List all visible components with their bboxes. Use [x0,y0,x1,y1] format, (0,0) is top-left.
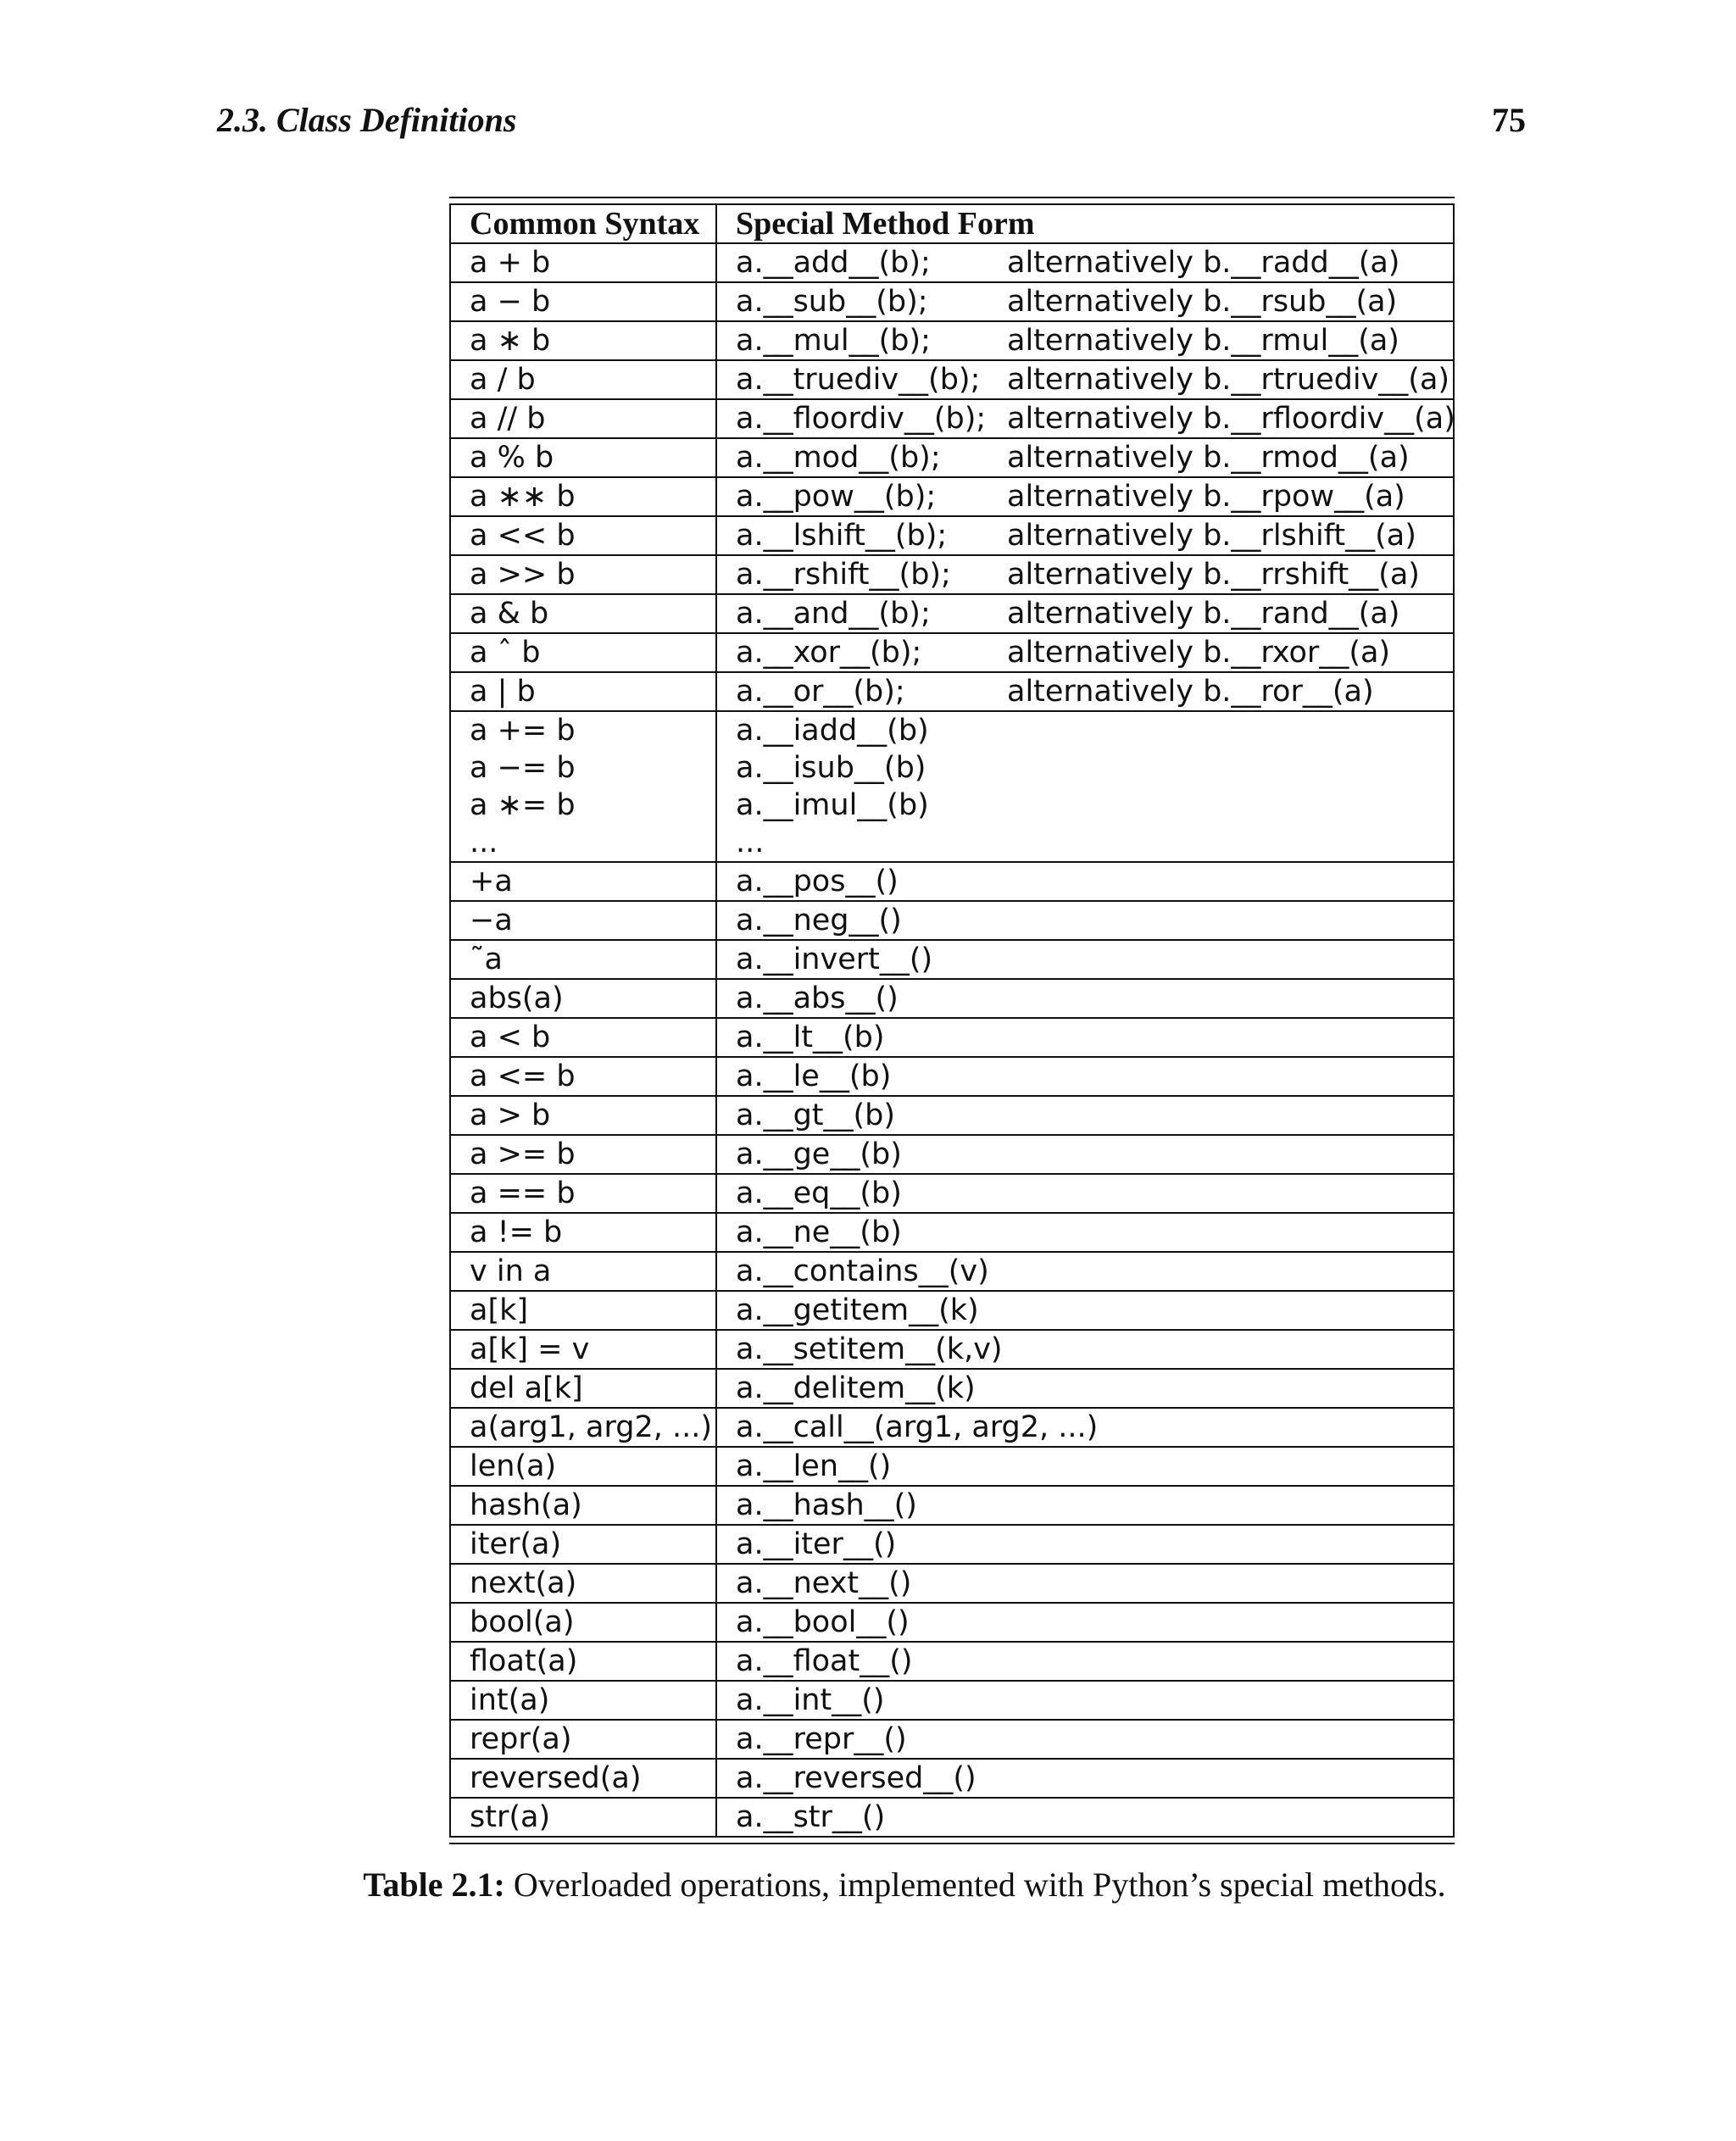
method-text: a.__floordiv__(b); [736,402,987,436]
syntax-cell: a != b [450,1213,716,1252]
syntax-cell: a // b [450,399,716,438]
method-cell [716,477,1454,516]
page-number: 75 [1492,101,1526,139]
syntax-cell: a − b [450,282,716,321]
method-cell [716,672,1454,711]
method-cell: a.__getitem__(k) [716,1291,1454,1330]
operations-table-container [449,197,1455,1844]
syntax-cell: abs(a) [450,979,716,1018]
alternative-method-text: alternatively b.__rtruediv__(a) [1007,363,1450,397]
table-row [450,516,1454,555]
syntax-cell: iter(a) [450,1525,716,1564]
method-cell: a.__eq__(b) [716,1174,1454,1213]
table-row-inplace-group [450,711,1454,862]
table-row [450,672,1454,711]
syntax-cell: v in a [450,1252,716,1291]
inplace-method-item: a.__imul__(b) [736,788,929,822]
syntax-cell: a & b [450,594,716,633]
table-row [450,1447,1454,1486]
method-cell [716,399,1454,438]
caption-text: Overloaded operations, implemented with Python’s special methods. [513,1866,1446,1904]
syntax-cell: a(arg1, arg2, ...) [450,1408,716,1447]
method-text: a.__truediv__(b); [736,363,981,397]
alternative-method-text: alternatively b.__radd__(a) [1007,246,1400,280]
running-header [217,100,1526,147]
syntax-cell: str(a) [450,1798,716,1837]
inplace-method-item: a.__isub__(b) [736,751,926,785]
method-cell: a.__str__() [716,1798,1454,1837]
inplace-syntax-item: ... [470,826,498,859]
table-row [450,1564,1454,1603]
alternative-method-text: alternatively b.__rpow__(a) [1007,480,1405,514]
table-row [450,862,1454,901]
binary-operators-body [450,243,1454,711]
syntax-cell: a == b [450,1174,716,1213]
table-row [450,1135,1454,1174]
alternative-method-text: alternatively b.__rmul__(a) [1007,324,1399,358]
syntax-cell: len(a) [450,1447,716,1486]
table-row [450,594,1454,633]
table-row [450,1018,1454,1057]
inplace-method-cell [716,711,1454,862]
method-cell: a.__len__() [716,1447,1454,1486]
syntax-cell: −a [450,901,716,940]
method-cell: a.__le__(b) [716,1057,1454,1096]
method-text: a.__mod__(b); [736,441,941,475]
table-row [450,1330,1454,1369]
method-cell [716,633,1454,672]
method-cell: a.__lt__(b) [716,1018,1454,1057]
method-cell: a.__float__() [716,1642,1454,1681]
method-text: a.__xor__(b); [736,636,922,670]
method-cell: a.__hash__() [716,1486,1454,1525]
table-row [450,979,1454,1018]
syntax-cell: a ∗ b [450,321,716,360]
syntax-cell: bool(a) [450,1603,716,1642]
syntax-cell: a | b [450,672,716,711]
inplace-syntax-item: a += b [470,714,576,748]
method-cell: a.__contains__(v) [716,1252,1454,1291]
method-text: a.__pow__(b); [736,480,937,514]
method-cell [716,282,1454,321]
syntax-cell: a / b [450,360,716,399]
inplace-syntax-item: a −= b [470,751,576,785]
syntax-cell: a[k] = v [450,1330,716,1369]
method-cell: a.__reversed__() [716,1759,1454,1798]
table-row [450,438,1454,477]
syntax-cell: a ∗∗ b [450,477,716,516]
method-cell: a.__ge__(b) [716,1135,1454,1174]
table-row [450,1213,1454,1252]
table-row [450,1798,1454,1837]
syntax-cell: del a[k] [450,1369,716,1408]
table-row [450,940,1454,979]
alternative-method-text: alternatively b.__rand__(a) [1007,597,1400,631]
inplace-method-item: ... [736,826,765,859]
method-cell [716,360,1454,399]
table-row [450,243,1454,282]
method-text: a.__mul__(b); [736,324,931,358]
syntax-cell: a << b [450,516,716,555]
method-text: a.__or__(b); [736,675,905,709]
syntax-cell: ˜a [450,940,716,979]
table-row [450,282,1454,321]
inplace-method-item: a.__iadd__(b) [736,714,929,748]
method-cell: a.__pos__() [716,862,1454,901]
method-cell [716,555,1454,594]
method-cell [716,516,1454,555]
syntax-cell: a >> b [450,555,716,594]
syntax-cell: repr(a) [450,1720,716,1759]
method-cell [716,321,1454,360]
table-row [450,1057,1454,1096]
inplace-syntax-item: a ∗= b [470,788,576,822]
method-cell [716,243,1454,282]
method-cell: a.__call__(arg1, arg2, ...) [716,1408,1454,1447]
method-cell: a.__ne__(b) [716,1213,1454,1252]
syntax-cell: next(a) [450,1564,716,1603]
method-text: a.__rshift__(b); [736,558,951,592]
syntax-cell: a >= b [450,1135,716,1174]
table-row [450,1291,1454,1330]
syntax-cell: float(a) [450,1642,716,1681]
method-cell: a.__gt__(b) [716,1096,1454,1135]
syntax-cell: a > b [450,1096,716,1135]
syntax-cell: reversed(a) [450,1759,716,1798]
method-text: a.__and__(b); [736,597,931,631]
syntax-cell: a % b [450,438,716,477]
syntax-cell: a ˆ b [450,633,716,672]
alternative-method-text: alternatively b.__rxor__(a) [1007,636,1391,670]
other-operators-body [450,862,1454,1837]
table-row [450,1759,1454,1798]
table-row [450,1096,1454,1135]
table-row [450,555,1454,594]
method-text: a.__add__(b); [736,246,931,280]
alternative-method-text: alternatively b.__rlshift__(a) [1007,519,1416,553]
method-cell: a.__repr__() [716,1720,1454,1759]
column-header-common-syntax: Common Syntax [450,204,716,243]
table-row [450,1642,1454,1681]
alternative-method-text: alternatively b.__rsub__(a) [1007,285,1398,319]
syntax-cell: a <= b [450,1057,716,1096]
alternative-method-text: alternatively b.__rfloordiv__(a) [1007,402,1455,436]
syntax-cell: +a [450,862,716,901]
method-cell: a.__abs__() [716,979,1454,1018]
method-cell: a.__neg__() [716,901,1454,940]
table-row [450,1486,1454,1525]
inplace-operators-body [450,711,1454,862]
table-row [450,360,1454,399]
caption-label: Table 2.1: [363,1866,505,1904]
table-row [450,901,1454,940]
method-cell [716,594,1454,633]
table-row [450,477,1454,516]
table-row [450,633,1454,672]
inplace-syntax-cell [450,711,716,862]
method-cell: a.__invert__() [716,940,1454,979]
table-row [450,399,1454,438]
method-cell: a.__delitem__(k) [716,1369,1454,1408]
method-cell: a.__bool__() [716,1603,1454,1642]
table-row [450,1525,1454,1564]
alternative-method-text: alternatively b.__rrshift__(a) [1007,558,1420,592]
table-row [450,1681,1454,1720]
method-cell: a.__int__() [716,1681,1454,1720]
table-row [450,1603,1454,1642]
operations-table [449,203,1455,1838]
method-text: a.__sub__(b); [736,285,928,319]
table-row [450,1408,1454,1447]
syntax-cell: int(a) [450,1681,716,1720]
syntax-cell: a + b [450,243,716,282]
table-row [450,321,1454,360]
syntax-cell: a < b [450,1018,716,1057]
syntax-cell: a[k] [450,1291,716,1330]
table-row [450,1369,1454,1408]
alternative-method-text: alternatively b.__rmod__(a) [1007,441,1410,475]
section-title: 2.3. Class Definitions [217,101,517,139]
method-cell: a.__setitem__(k,v) [716,1330,1454,1369]
method-cell: a.__iter__() [716,1525,1454,1564]
method-cell [716,438,1454,477]
syntax-cell: hash(a) [450,1486,716,1525]
table-row [450,1720,1454,1759]
table-row [450,1252,1454,1291]
method-cell: a.__next__() [716,1564,1454,1603]
column-header-special-method-form: Special Method Form [716,204,1454,243]
alternative-method-text: alternatively b.__ror__(a) [1007,675,1374,709]
table-bottom-rule [449,1838,1455,1844]
table-header-row [450,204,1454,243]
method-text: a.__lshift__(b); [736,519,948,553]
table-row [450,1174,1454,1213]
table-caption [0,1865,1736,1905]
